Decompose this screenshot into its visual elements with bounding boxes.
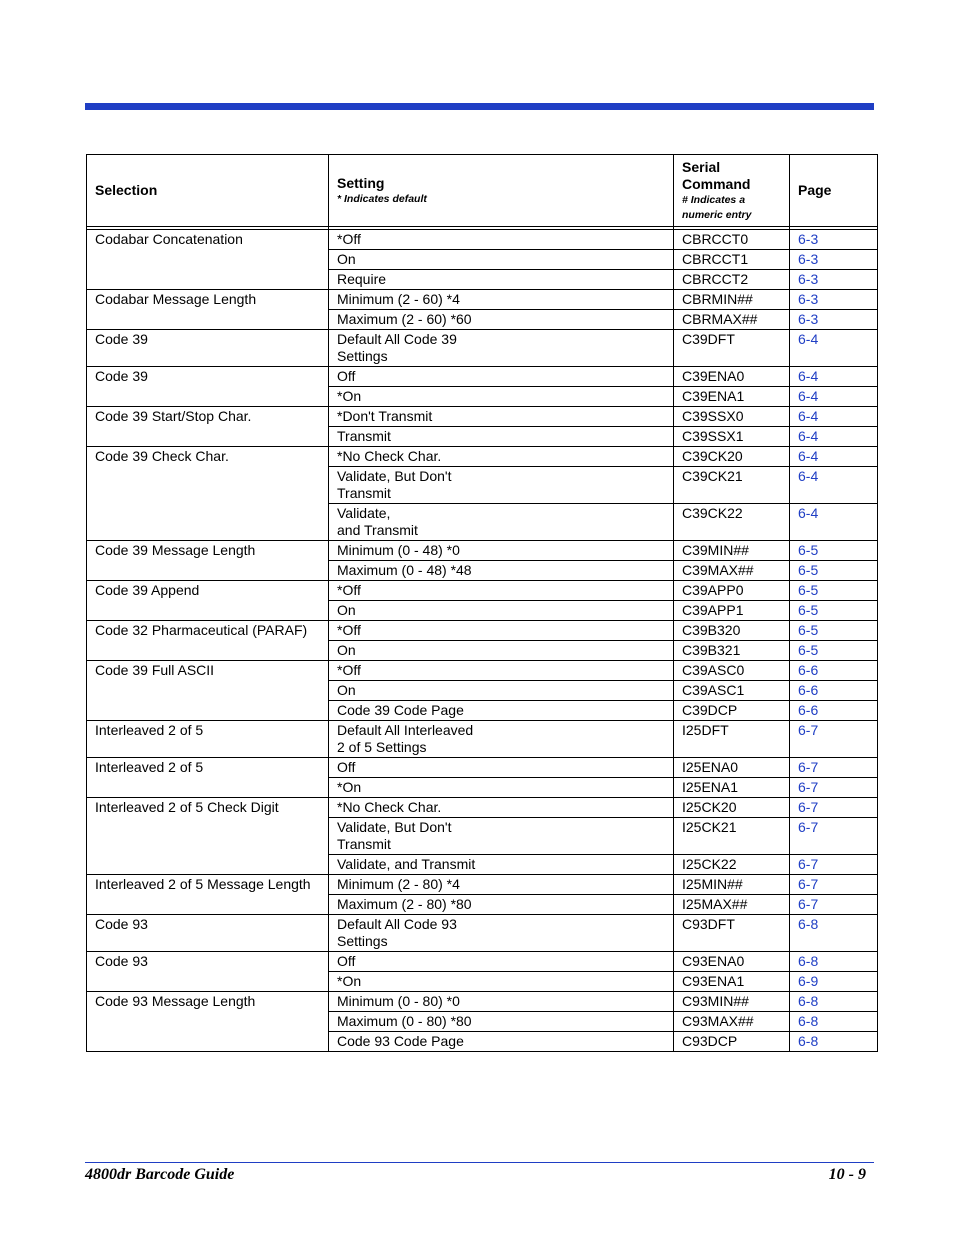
cell-serial-command: C93ENA0 <box>674 952 790 972</box>
cell-selection: Code 93 <box>87 952 329 992</box>
footer-rule <box>85 1162 874 1163</box>
cell-serial-command: CBRCCT1 <box>674 250 790 270</box>
cell-page <box>790 447 878 467</box>
cell-serial-command: C39ENA0 <box>674 367 790 387</box>
table-row <box>87 330 878 367</box>
cell-page <box>790 270 878 290</box>
cell-serial-command: C39SSX1 <box>674 427 790 447</box>
cell-serial-command: C39APP0 <box>674 581 790 601</box>
cell-selection: Code 93 <box>87 915 329 952</box>
cell-setting: *Off <box>329 230 674 250</box>
cell-setting: Off <box>329 952 674 972</box>
cell-page <box>790 367 878 387</box>
cell-serial-command: C39MIN## <box>674 541 790 561</box>
table-row <box>87 721 878 758</box>
cell-selection: Interleaved 2 of 5 <box>87 758 329 798</box>
page-link[interactable]: 6-5 <box>798 582 819 598</box>
page-link[interactable]: 6-3 <box>798 231 819 247</box>
cell-serial-command: C93MAX## <box>674 1012 790 1032</box>
page-link[interactable]: 6-5 <box>798 602 819 618</box>
cell-selection: Code 39 Check Char. <box>87 447 329 541</box>
cell-setting: Maximum (0 - 48) *48 <box>329 561 674 581</box>
table-row <box>87 230 878 250</box>
cell-page <box>790 661 878 681</box>
page-link[interactable]: 6-7 <box>798 876 819 892</box>
cell-serial-command: C93DCP <box>674 1032 790 1052</box>
cell-page <box>790 681 878 701</box>
page-link[interactable]: 6-4 <box>798 388 819 404</box>
cell-serial-command: C93ENA1 <box>674 972 790 992</box>
cell-setting: Validate, But Don't Transmit <box>329 467 674 504</box>
cell-serial-command: I25CK21 <box>674 818 790 855</box>
page-link[interactable]: 6-6 <box>798 682 819 698</box>
cell-setting: Code 93 Code Page <box>329 1032 674 1052</box>
cell-serial-command: C39ASC1 <box>674 681 790 701</box>
cell-page <box>790 504 878 541</box>
cell-page <box>790 855 878 875</box>
footer-guide-title: 4800dr Barcode Guide <box>85 1166 235 1183</box>
cell-selection: Interleaved 2 of 5 Message Length <box>87 875 329 915</box>
page-link[interactable]: 6-3 <box>798 291 819 307</box>
cell-serial-command: C39DFT <box>674 330 790 367</box>
cell-serial-command: C39CK21 <box>674 467 790 504</box>
table-row <box>87 798 878 818</box>
cell-page <box>790 621 878 641</box>
cell-page <box>790 467 878 504</box>
table-row <box>87 367 878 387</box>
cell-page <box>790 798 878 818</box>
table-row <box>87 407 878 427</box>
footer-page-number: 10 - 9 <box>828 1166 866 1183</box>
page-link[interactable]: 6-7 <box>798 759 819 775</box>
cell-setting: *Off <box>329 661 674 681</box>
cell-page <box>790 541 878 561</box>
cell-serial-command: C93DFT <box>674 915 790 952</box>
cell-page <box>790 641 878 661</box>
page-link[interactable]: 6-7 <box>798 856 819 872</box>
cell-page <box>790 1032 878 1052</box>
cell-page <box>790 972 878 992</box>
cell-setting: Default All Interleaved 2 of 5 Settings <box>329 721 674 758</box>
cell-serial-command: C39CK22 <box>674 504 790 541</box>
cell-serial-command: C39SSX0 <box>674 407 790 427</box>
cell-page <box>790 387 878 407</box>
cell-setting: Code 39 Code Page <box>329 701 674 721</box>
table-header-row <box>87 155 878 227</box>
cell-selection: Codabar Message Length <box>87 290 329 330</box>
cell-selection: Codabar Concatenation <box>87 230 329 290</box>
cell-page <box>790 601 878 621</box>
cell-page <box>790 895 878 915</box>
cell-setting: *No Check Char. <box>329 798 674 818</box>
cell-selection: Code 39 Full ASCII <box>87 661 329 721</box>
cell-setting: *Don't Transmit <box>329 407 674 427</box>
table-row <box>87 290 878 310</box>
cell-serial-command: I25ENA1 <box>674 778 790 798</box>
cell-page <box>790 250 878 270</box>
cell-setting: Default All Code 93 Settings <box>329 915 674 952</box>
cell-setting: Minimum (0 - 80) *0 <box>329 992 674 1012</box>
page-link[interactable]: 6-6 <box>798 662 819 678</box>
cell-serial-command: C93MIN## <box>674 992 790 1012</box>
page-link[interactable]: 6-5 <box>798 542 819 558</box>
page-link[interactable]: 6-9 <box>798 973 819 989</box>
cell-setting: Maximum (2 - 60) *60 <box>329 310 674 330</box>
cell-setting: *Off <box>329 621 674 641</box>
table-row <box>87 447 878 467</box>
cell-selection: Code 39 Start/Stop Char. <box>87 407 329 447</box>
page-link[interactable]: 6-4 <box>798 408 819 424</box>
page-link[interactable]: 6-7 <box>798 779 819 795</box>
cell-page <box>790 230 878 250</box>
cell-selection: Code 93 Message Length <box>87 992 329 1052</box>
page-link[interactable]: 6-3 <box>798 311 819 327</box>
cell-serial-command: C39APP1 <box>674 601 790 621</box>
cell-page <box>790 952 878 972</box>
page-link[interactable]: 6-5 <box>798 562 819 578</box>
cell-page <box>790 875 878 895</box>
cell-setting: Default All Code 39 Settings <box>329 330 674 367</box>
cell-page <box>790 992 878 1012</box>
cell-selection: Code 32 Pharmaceutical (PARAF) <box>87 621 329 661</box>
cell-setting: Minimum (2 - 60) *4 <box>329 290 674 310</box>
cell-setting: Validate, and Transmit <box>329 504 674 541</box>
cell-serial-command: CBRCCT2 <box>674 270 790 290</box>
page-link[interactable]: 6-8 <box>798 1013 819 1029</box>
cell-serial-command: CBRMIN## <box>674 290 790 310</box>
cell-serial-command: I25MIN## <box>674 875 790 895</box>
cell-serial-command: I25MAX## <box>674 895 790 915</box>
cell-setting: On <box>329 641 674 661</box>
cell-serial-command: CBRMAX## <box>674 310 790 330</box>
cell-page <box>790 778 878 798</box>
table-row <box>87 952 878 972</box>
cell-page <box>790 1012 878 1032</box>
cell-serial-command: C39B320 <box>674 621 790 641</box>
cell-setting: On <box>329 250 674 270</box>
cell-setting: *No Check Char. <box>329 447 674 467</box>
cell-page <box>790 581 878 601</box>
cell-page <box>790 721 878 758</box>
page-link[interactable]: 6-8 <box>798 993 819 1009</box>
page-link[interactable]: 6-8 <box>798 953 819 969</box>
cell-setting: Validate, and Transmit <box>329 855 674 875</box>
page-link[interactable]: 6-4 <box>798 448 819 464</box>
cell-setting: Minimum (0 - 48) *0 <box>329 541 674 561</box>
cell-page <box>790 310 878 330</box>
cell-serial-command: C39B321 <box>674 641 790 661</box>
cell-setting: On <box>329 681 674 701</box>
table-row <box>87 541 878 561</box>
cell-setting: Minimum (2 - 80) *4 <box>329 875 674 895</box>
page-link[interactable]: 6-7 <box>798 722 819 738</box>
cell-selection: Interleaved 2 of 5 Check Digit <box>87 798 329 875</box>
header-setting: Setting * Indicates default <box>329 155 674 227</box>
page-link[interactable]: 6-4 <box>798 368 819 384</box>
cell-page <box>790 330 878 367</box>
cell-page <box>790 758 878 778</box>
cell-setting: On <box>329 601 674 621</box>
header-rule <box>85 103 874 110</box>
cell-setting: *Off <box>329 581 674 601</box>
cell-setting: *On <box>329 972 674 992</box>
cell-page <box>790 818 878 855</box>
table-row <box>87 581 878 601</box>
cell-setting: Validate, But Don't Transmit <box>329 818 674 855</box>
cell-setting: Off <box>329 758 674 778</box>
cell-serial-command: CBRCCT0 <box>674 230 790 250</box>
cell-setting: Require <box>329 270 674 290</box>
page-link[interactable]: 6-7 <box>798 799 819 815</box>
cell-serial-command: C39ASC0 <box>674 661 790 681</box>
cell-selection: Code 39 <box>87 330 329 367</box>
cell-selection: Code 39 Append <box>87 581 329 621</box>
cell-page <box>790 407 878 427</box>
table-row <box>87 758 878 778</box>
cell-serial-command: I25CK22 <box>674 855 790 875</box>
cell-setting: *On <box>329 387 674 407</box>
page-link[interactable]: 6-8 <box>798 1033 819 1049</box>
page-link[interactable]: 6-4 <box>798 428 819 444</box>
page-link[interactable]: 6-4 <box>798 331 819 347</box>
cell-page <box>790 290 878 310</box>
page-link[interactable]: 6-5 <box>798 642 819 658</box>
header-page: Page <box>790 155 878 227</box>
table-body <box>87 230 878 1052</box>
cell-serial-command: I25ENA0 <box>674 758 790 778</box>
cell-selection: Code 39 <box>87 367 329 407</box>
page-link[interactable]: 6-3 <box>798 271 819 287</box>
page-link[interactable]: 6-5 <box>798 622 819 638</box>
cell-serial-command: C39MAX## <box>674 561 790 581</box>
header-serial-command: Serial Command # Indicates a numeric entry <box>674 155 790 227</box>
serial-command-table <box>86 154 878 1052</box>
cell-page <box>790 701 878 721</box>
page-link[interactable]: 6-8 <box>798 916 819 932</box>
page-link[interactable]: 6-3 <box>798 251 819 267</box>
header-setting-note: * Indicates default <box>337 192 427 205</box>
header-serial-note: # Indicates a numeric entry <box>682 193 752 221</box>
table-row <box>87 661 878 681</box>
cell-serial-command: C39CK20 <box>674 447 790 467</box>
cell-page <box>790 427 878 447</box>
cell-serial-command: C39ENA1 <box>674 387 790 407</box>
cell-selection: Interleaved 2 of 5 <box>87 721 329 758</box>
page-link[interactable]: 6-6 <box>798 702 819 718</box>
table-row <box>87 875 878 895</box>
cell-setting: Transmit <box>329 427 674 447</box>
cell-serial-command: C39DCP <box>674 701 790 721</box>
page-link[interactable]: 6-4 <box>798 468 819 484</box>
cell-page <box>790 561 878 581</box>
cell-setting: Off <box>329 367 674 387</box>
cell-selection: Code 39 Message Length <box>87 541 329 581</box>
header-selection: Selection <box>87 155 329 227</box>
cell-serial-command: I25DFT <box>674 721 790 758</box>
page-link[interactable]: 6-4 <box>798 505 819 521</box>
table-row <box>87 915 878 952</box>
cell-serial-command: I25CK20 <box>674 798 790 818</box>
page-link[interactable]: 6-7 <box>798 819 819 835</box>
cell-page <box>790 915 878 952</box>
cell-setting: *On <box>329 778 674 798</box>
cell-setting: Maximum (0 - 80) *80 <box>329 1012 674 1032</box>
page-link[interactable]: 6-7 <box>798 896 819 912</box>
table-row <box>87 621 878 641</box>
table-row <box>87 992 878 1012</box>
cell-setting: Maximum (2 - 80) *80 <box>329 895 674 915</box>
